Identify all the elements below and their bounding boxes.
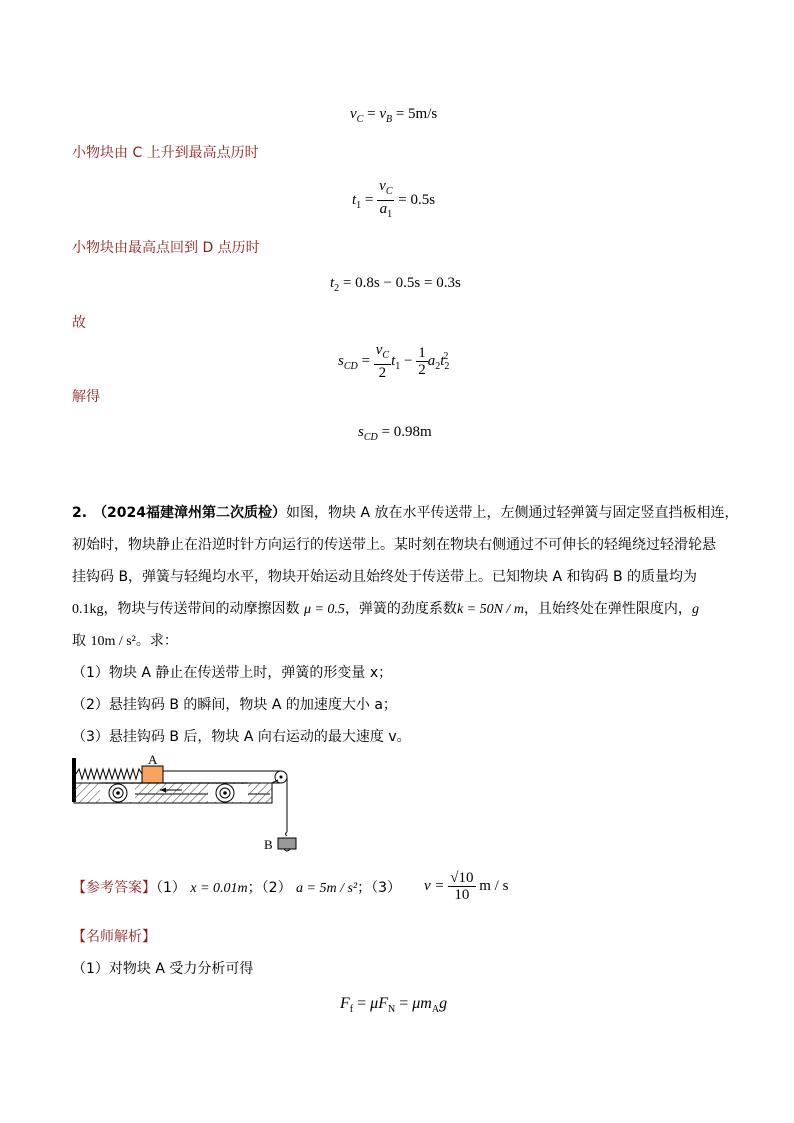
answer-3: v = $\frac{√10}{10}$ m / s (424, 870, 509, 903)
problem-stem-line5: 取 10m / s²。求： (72, 633, 178, 649)
block-a (142, 766, 163, 783)
equation-vc: $v_C = v_B = 5m/s$ (350, 106, 438, 125)
left-roller (109, 784, 127, 802)
equation-scd-result: $s_{CD} = 0.98m$ (358, 424, 432, 443)
therefore-label: 故 (72, 315, 86, 331)
spring (76, 769, 142, 779)
right-roller (216, 784, 234, 802)
problem-stem-line4: 0.1kg，物块与传送带间的动摩擦因数 μ = 0.5，弹簧的劲度系数k = 50N / m，且始终处在弹性限度内，g (72, 601, 699, 617)
question-3: （3）悬挂钩码 B 后，物块 A 向右运动的最大速度 v。 (72, 729, 411, 745)
fall-time-label: 小物块由最高点回到 D 点历时 (72, 240, 260, 256)
problem-source: （2024福建漳州第二次质检） (93, 505, 287, 521)
conveyor-figure (70, 752, 310, 860)
answer-tag: 【参考答案】 (72, 880, 156, 896)
question-2: （2）悬挂钩码 B 的瞬间，物块 A 的加速度大小 a； (72, 697, 397, 713)
problem-stem-line2: 初始时，物块静止在沿逆时针方向运行的传送带上。某时刻在物块右侧通过不可伸长的轻绳绕过轻滑轮悬 (72, 537, 716, 553)
answer-2: a = 5m / s² (296, 881, 358, 896)
problem-number: 2. (72, 505, 88, 521)
problem-stem-line3: 挂钩码 B，弹簧与轻绳均水平，物块开始运动且始终处于传送带上。已知物块 A 和钩码 B 的质量均为 (72, 569, 698, 585)
answer-1: x = 0.01m (190, 881, 248, 896)
equation-t2: $t_2 = 0.8s - 0.5s = 0.3s$ (330, 275, 461, 294)
equation-t1: $t_1$ = $\frac{v_C}{a_1}$ = 0.5s (352, 178, 436, 220)
pulley (272, 771, 287, 783)
rise-time-label: 小物块由 C 上升到最高点历时 (72, 145, 259, 161)
weight-b (278, 838, 296, 849)
block-a-label: A (148, 752, 158, 767)
equation-friction: $F_f = \mu F_N = \mu m_Ag$ (340, 995, 448, 1016)
question-1: （1）物块 A 静止在传送带上时，弹簧的形变量 x； (72, 665, 393, 681)
hook (286, 832, 288, 836)
problem-stem-line1: 2. （2024福建漳州第二次质检）如图，物块 A 放在水平传送带上，左侧通过轻弹簧与固定竖直挡板相连， (72, 505, 739, 521)
solution-label: 解得 (72, 389, 100, 405)
equation-scd: $s_{CD}$ = $\frac{v_C}{2}$ $t_1$ − $\frac{1}{2}$ $a_2t_2^2$ (338, 342, 450, 381)
analysis-step1: （1）对物块 A 受力分析可得 (72, 961, 254, 977)
analysis-tag: 【名师解析】 (72, 929, 156, 945)
answer-line: 【参考答案】（1） x = 0.01m；（2） a = 5m / s²；（3） (72, 880, 402, 896)
weight-b-label: B (264, 837, 273, 852)
